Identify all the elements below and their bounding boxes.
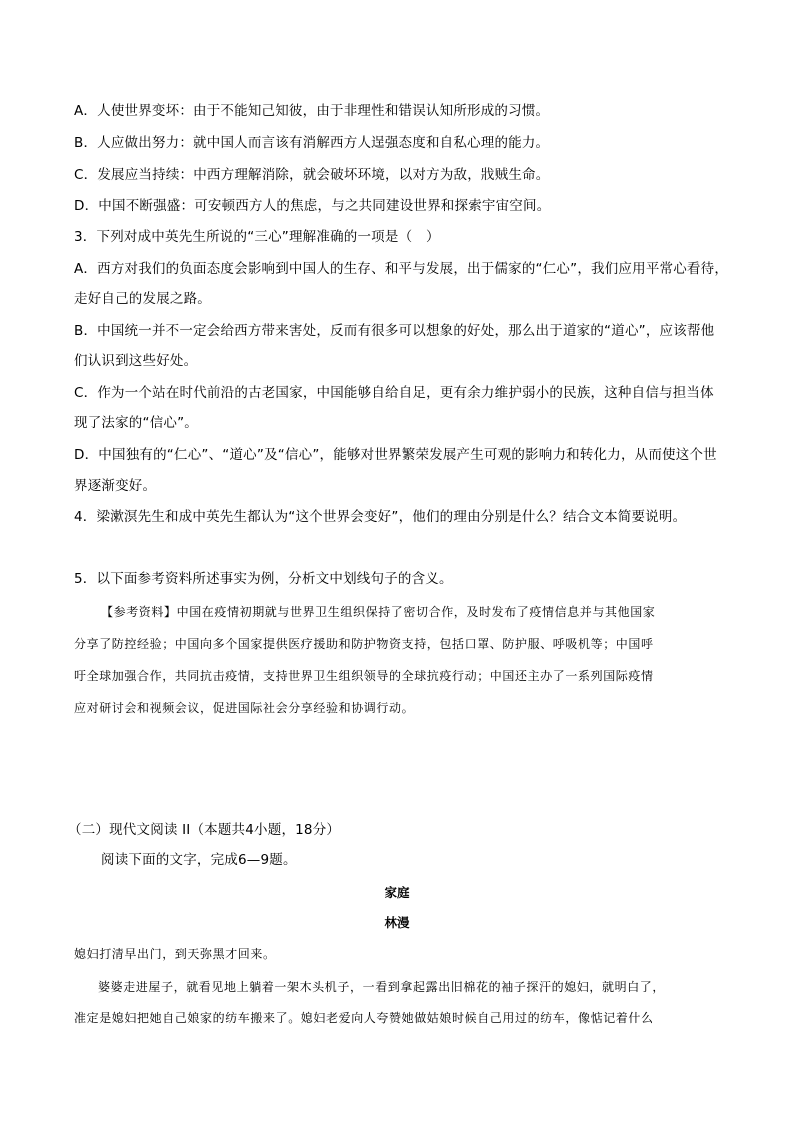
q5-ref-line1: 【参考资料】中国在疫情初期就与世界卫生组织保持了密切合作，及时发布了疫情信息并与其他国家 xyxy=(101,605,656,619)
q3-option-c-line1: C．作为一个站在时代前沿的古老国家，中国能够自给自足，更有余力维护弱小的民族，这种自信与担当体 xyxy=(74,385,714,401)
q2-option-b: B．人应做出努力：就中国人而言该有消解西方人逞强态度和自私心理的能力。 xyxy=(74,135,550,151)
q5-ref-line4: 应对研讨会和视频会议，促进国际社会分享经验和协调行动。 xyxy=(74,701,415,715)
q3-stem: 3．下列对成中英先生所说的“三心”理解准确的一项是（ ） xyxy=(74,229,440,245)
q3-option-c-line2: 现了法家的“信心”。 xyxy=(74,415,198,431)
q3-option-b-line1: B．中国统一并不一定会给西方带来害处，反而有很多可以想象的好处，那么出于道家的“道心”，应该帮他 xyxy=(74,323,715,339)
q3-option-a-line1: A．西方对我们的负面态度会影响到中国人的生存、和平与发展，出于儒家的“仁心”，我们应用平常心看待， xyxy=(74,261,729,277)
q4-stem: 4．梁漱溟先生和成中英先生都认为“这个世界会变好”，他们的理由分别是什么？结合文本简要说明。 xyxy=(74,509,687,525)
q3-option-d-line1: D．中国独有的“仁心”、“道心”及“信心”，能够对世界繁荣发展产生可观的影响力和转化力，从而使这个世 xyxy=(74,447,717,463)
q5-stem: 5．以下面参考资料所述事实为例，分析文中划线句子的含义。 xyxy=(74,571,453,587)
section2-heading: （二）现代文阅读 II（本题共4小题，18分） xyxy=(68,822,341,838)
q2-option-d: D．中国不断强盛：可安顿西方人的焦虑，与之共同建设世界和探索宇宙空间。 xyxy=(74,198,551,214)
q2-option-a: A．人使世界变坏：由于不能知己知彼，由于非理性和错误认知所形成的习惯。 xyxy=(74,103,550,119)
section2-instruction: 阅读下面的文字，完成6—9题。 xyxy=(101,852,297,868)
q2-option-c: C．发展应当持续：中西方理解消除，就会破坏环境，以对方为敌，戕贼生命。 xyxy=(74,167,550,183)
q3-option-d-line2: 界逐渐变好。 xyxy=(74,478,157,494)
story-paragraph: 准定是媳妇把她自己娘家的纺车搬来了。媳妇老爱向人夸赞她做姑娘时候自己用过的纺车，像惦记着什么 xyxy=(74,1011,654,1025)
q5-ref-line3: 吁全球加强合作，共同抗击疫情，支持世界卫生组织领导的全球抗疫行动；中国还主办了一系列国际疫情 xyxy=(74,669,654,683)
q3-option-a-line2: 走好自己的发展之路。 xyxy=(74,291,211,307)
q3-option-b-line2: 们认识到这些好处。 xyxy=(74,353,198,369)
q5-ref-line2: 分享了防控经验；中国向多个国家提供医疗援助和防护物资支持，包括口罩、防护服、呼吸机等；中国呼 xyxy=(74,637,654,651)
story-paragraph: 婆婆走进屋子，就看见地上躺着一架木头机子，一看到拿起露出旧棉花的袖子探汗的媳妇，就明白了， xyxy=(98,980,666,994)
story-paragraph: 媳妇打清早出门，到天弥黑才回来。 xyxy=(74,947,276,961)
story-title: 家庭 xyxy=(384,885,410,900)
story-author: 林漫 xyxy=(384,915,410,930)
